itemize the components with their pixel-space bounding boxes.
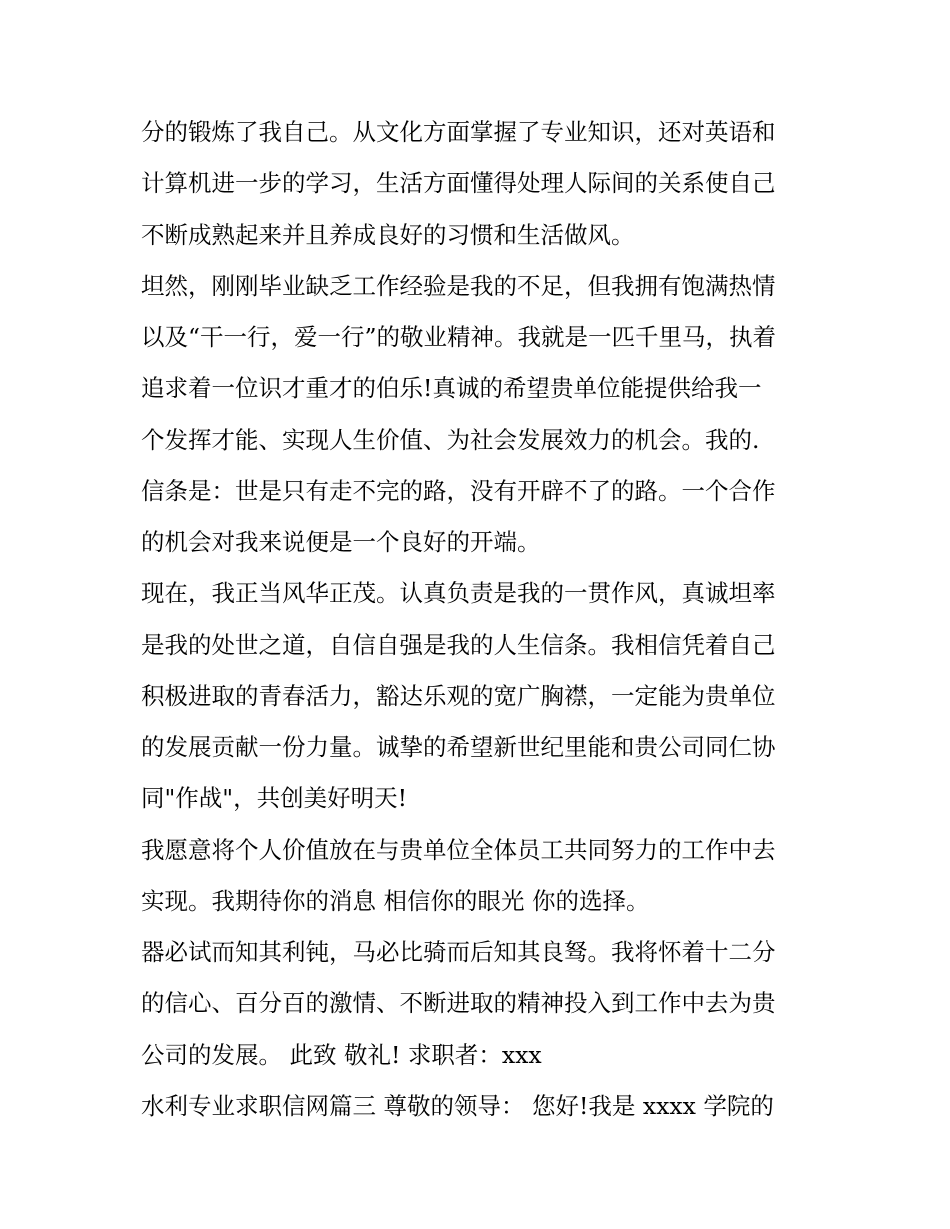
text-line: 的发展贡献一份力量。诚挚的希望新世纪里能和贵公司同仁协 — [141, 733, 776, 761]
text-line: 我愿意将个人价值放在与贵单位全体员工共同努力的工作中去 — [141, 835, 776, 864]
text-line: 实现。我期待你的消息 相信你的眼光 你的选择。 — [141, 886, 650, 915]
text-line: 不断成熟起来并且养成良好的习惯和生活做风。 — [141, 220, 635, 249]
text-line: 以及“干一行，爱一行”的敬业精神。我就是一匹千里马，执着 — [141, 323, 777, 351]
text-line: 是我的处世之道，自信自强是我的人生信条。我相信凭着自己 — [141, 630, 776, 659]
body-text — [141, 107, 821, 1132]
text-line: 公司的发展。 此致 敬礼! 求职者：xxx — [141, 1040, 542, 1069]
text-line: 坦然，刚刚毕业缺乏工作经验是我的不足，但我拥有饱满热情 — [141, 271, 776, 300]
text-line: 信条是：世是只有走不完的路，没有开辟不了的路。一个合作 — [141, 476, 776, 505]
text-line: 分的锻炼了我自己。从文化方面掌握了专业知识，还对英语和 — [141, 118, 776, 146]
text-line: 水利专业求职信网篇三 尊敬的领导： 您好!我是 xxxx 学院的 — [141, 1091, 774, 1120]
text-line: 追求着一位识才重才的伯乐!真诚的希望贵单位能提供给我一 — [141, 374, 762, 403]
text-line: 的信心、百分百的激情、不断进取的精神投入到工作中去为贵 — [141, 989, 776, 1018]
text-line: 现在，我正当风华正茂。认真负责是我的一贯作风，真诚坦率 — [141, 579, 776, 608]
text-line: 的机会对我来说便是一个良好的开端。 — [141, 528, 541, 556]
text-line: 个发挥才能、实现人生价值、为社会发展效力的机会。我的. — [141, 425, 760, 454]
text-line: 计算机进一步的学习，生活方面懂得处理人际间的关系使自己 — [141, 169, 776, 198]
text-line: 器必试而知其利钝，马必比骑而后知其良驽。我将怀着十二分 — [141, 938, 776, 966]
text-line: 积极进取的青春活力，豁达乐观的宽广胸襟，一定能为贵单位 — [141, 681, 776, 710]
text-line: 同"作战"，共创美好明天! — [141, 784, 408, 813]
